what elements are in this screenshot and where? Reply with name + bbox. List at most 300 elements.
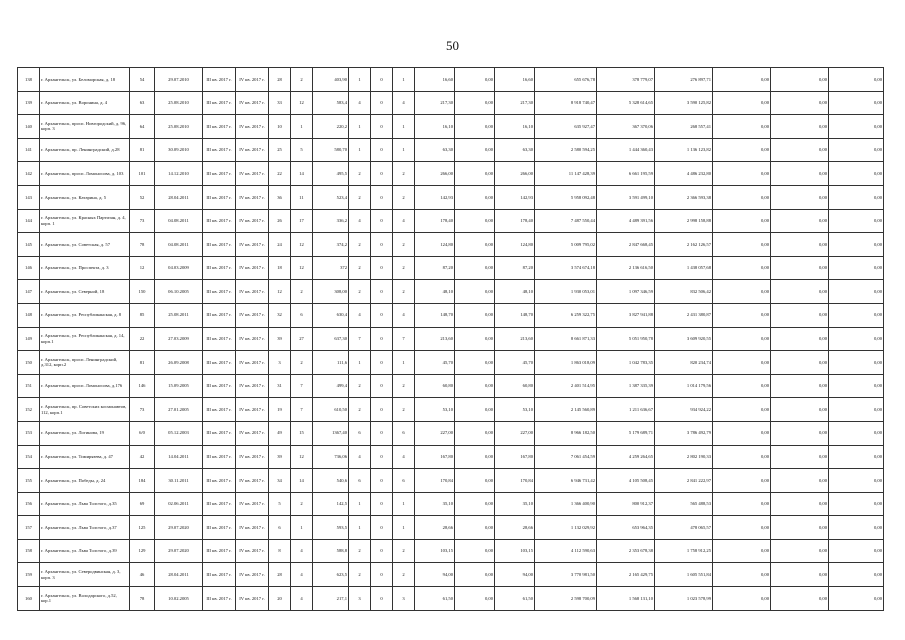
resettled-total-cell: 2 — [349, 374, 371, 398]
address-cell: г. Архангельск, ул. Республиканская, д. 14, корп.1 — [40, 327, 130, 351]
area-municipal-cell: 16,10 — [495, 115, 535, 139]
deadline-quarter-cell: IV кв. 2017 г. — [236, 421, 269, 445]
fund-share-cell: 6 661 195,59 — [597, 162, 655, 186]
apartments-count-cell: 15 — [291, 421, 313, 445]
address-cell: г. Архангельск, ул. Северодвинская, д. 3, корп. 3 — [40, 563, 130, 587]
row-number-cell: 152 — [18, 398, 40, 422]
apartments-count-cell: 2 — [291, 280, 313, 304]
fund-share-cell: 800 912,37 — [597, 492, 655, 516]
area-municipal-cell: 178,40 — [495, 209, 535, 233]
resettled-total-cell: 2 — [349, 280, 371, 304]
extra-source-3-cell: 0,00 — [829, 138, 884, 162]
row-number-cell: 148 — [18, 303, 40, 327]
resettled-private-cell: 0 — [371, 469, 393, 493]
decision-date-cell: 14.12.2010 — [155, 162, 203, 186]
decision-date-cell: 27.03.2009 — [155, 327, 203, 351]
apartments-count-cell: 7 — [291, 398, 313, 422]
planned-quarter-cell: III кв. 2017 г. — [203, 68, 236, 92]
resettled-private-cell: 0 — [371, 421, 393, 445]
budget-share-cell: 3 786 492,79 — [655, 421, 713, 445]
extra-source-3-cell: 0,00 — [829, 233, 884, 257]
fund-share-cell: 1 211 636,67 — [597, 398, 655, 422]
planned-quarter-cell: III кв. 2017 г. — [203, 374, 236, 398]
area-municipal-cell: 61,50 — [495, 587, 535, 611]
area-private-cell: 0,00 — [455, 539, 495, 563]
extra-source-cell: 0,00 — [713, 469, 771, 493]
decision-number-cell: 12 — [130, 256, 155, 280]
table-row — [18, 280, 884, 304]
deadline-quarter-cell: IV кв. 2017 г. — [236, 138, 269, 162]
resettled-total-cell: 1 — [349, 492, 371, 516]
table-row — [18, 516, 884, 540]
area-municipal-cell: 124,80 — [495, 233, 535, 257]
budget-share-cell: 268 557,41 — [655, 115, 713, 139]
deadline-quarter-cell: IV кв. 2017 г. — [236, 280, 269, 304]
extra-source-cell: 0,00 — [713, 138, 771, 162]
budget-share-cell: 1 758 912,25 — [655, 539, 713, 563]
fund-share-cell: 378 779,07 — [597, 68, 655, 92]
address-cell: г. Архангельск, ул. Воронина, д. 4 — [40, 91, 130, 115]
deadline-quarter-cell: IV кв. 2017 г. — [236, 91, 269, 115]
row-number-cell: 153 — [18, 421, 40, 445]
fund-share-cell: 1 097 346,59 — [597, 280, 655, 304]
area-private-cell: 0,00 — [455, 445, 495, 469]
residents-cell: 18 — [269, 256, 291, 280]
resettled-total-cell: 2 — [349, 563, 371, 587]
apartments-count-cell: 27 — [291, 327, 313, 351]
area-total-cell: 16,60 — [415, 68, 455, 92]
budget-share-cell: 2 841 222,97 — [655, 469, 713, 493]
table-row — [18, 327, 884, 351]
area-municipal-cell: 103,15 — [495, 539, 535, 563]
table-row — [18, 398, 884, 422]
fund-share-cell: 5 328 614,65 — [597, 91, 655, 115]
extra-source-cell: 0,00 — [713, 256, 771, 280]
area-total-cell: 35,10 — [415, 492, 455, 516]
resettled-private-cell: 0 — [371, 162, 393, 186]
deadline-quarter-cell: IV кв. 2017 г. — [236, 209, 269, 233]
table-row — [18, 539, 884, 563]
resettled-municipal-cell: 1 — [393, 516, 415, 540]
fund-share-cell: 2 847 668,45 — [597, 233, 655, 257]
decision-date-cell: 25.08.2010 — [155, 91, 203, 115]
address-cell: г. Архангельск, ул. Республиканская, д. 8 — [40, 303, 130, 327]
area-private-cell: 0,00 — [455, 162, 495, 186]
area-municipal-cell: 148,70 — [495, 303, 535, 327]
address-cell: г. Архангельск, ул. Володарского, д.52, кор.1 — [40, 587, 130, 611]
extra-source-3-cell: 0,00 — [829, 587, 884, 611]
table-row — [18, 587, 884, 611]
resettled-total-cell: 6 — [349, 469, 371, 493]
area-private-cell: 0,00 — [455, 256, 495, 280]
cost-total-cell: 2 580 594,25 — [535, 138, 597, 162]
deadline-quarter-cell: IV кв. 2017 г. — [236, 563, 269, 587]
fund-share-cell: 1 387 335,39 — [597, 374, 655, 398]
area-private-cell: 0,00 — [455, 398, 495, 422]
resettled-municipal-cell: 4 — [393, 303, 415, 327]
decision-number-cell: 146 — [130, 374, 155, 398]
extra-source-cell: 0,00 — [713, 91, 771, 115]
residents-cell: 31 — [269, 374, 291, 398]
decision-number-cell: 69 — [130, 492, 155, 516]
extra-source-cell: 0,00 — [713, 492, 771, 516]
extra-source-cell: 0,00 — [713, 280, 771, 304]
resettled-private-cell: 0 — [371, 351, 393, 375]
emergency-area-cell: 637,30 — [313, 327, 349, 351]
table-row — [18, 138, 884, 162]
extra-source-2-cell: 0,00 — [771, 91, 829, 115]
cost-total-cell: 635 927,47 — [535, 115, 597, 139]
row-number-cell: 158 — [18, 539, 40, 563]
deadline-quarter-cell: IV кв. 2017 г. — [236, 492, 269, 516]
area-private-cell: 0,00 — [455, 138, 495, 162]
extra-source-3-cell: 0,00 — [829, 209, 884, 233]
budget-share-cell: 3 609 920,55 — [655, 327, 713, 351]
area-municipal-cell: 45,70 — [495, 351, 535, 375]
residents-cell: 32 — [269, 303, 291, 327]
extra-source-3-cell: 0,00 — [829, 91, 884, 115]
emergency-area-cell: 403,90 — [313, 68, 349, 92]
resettled-municipal-cell: 4 — [393, 91, 415, 115]
resettled-total-cell: 2 — [349, 162, 371, 186]
extra-source-3-cell: 0,00 — [829, 303, 884, 327]
resettled-municipal-cell: 2 — [393, 233, 415, 257]
extra-source-cell: 0,00 — [713, 68, 771, 92]
table-row — [18, 115, 884, 139]
deadline-quarter-cell: IV кв. 2017 г. — [236, 185, 269, 209]
emergency-area-cell: 374,2 — [313, 233, 349, 257]
apartments-count-cell: 5 — [291, 138, 313, 162]
cost-total-cell: 6 259 322,75 — [535, 303, 597, 327]
resettled-private-cell: 0 — [371, 445, 393, 469]
extra-source-3-cell: 0,00 — [829, 280, 884, 304]
resettled-municipal-cell: 1 — [393, 115, 415, 139]
decision-number-cell: 63 — [130, 91, 155, 115]
resettled-total-cell: 2 — [349, 233, 371, 257]
resettled-total-cell: 1 — [349, 68, 371, 92]
decision-date-cell: 28.04.2011 — [155, 563, 203, 587]
area-private-cell: 0,00 — [455, 233, 495, 257]
resettled-total-cell: 2 — [349, 185, 371, 209]
residents-cell: 12 — [269, 280, 291, 304]
planned-quarter-cell: III кв. 2017 г. — [203, 138, 236, 162]
extra-source-3-cell: 0,00 — [829, 398, 884, 422]
planned-quarter-cell: III кв. 2017 г. — [203, 539, 236, 563]
decision-date-cell: 25.08.2011 — [155, 303, 203, 327]
area-municipal-cell: 266,00 — [495, 162, 535, 186]
extra-source-3-cell: 0,00 — [829, 445, 884, 469]
planned-quarter-cell: III кв. 2017 г. — [203, 398, 236, 422]
resettled-total-cell: 1 — [349, 351, 371, 375]
cost-total-cell: 3 574 674,18 — [535, 256, 597, 280]
area-total-cell: 266,00 — [415, 162, 455, 186]
extra-source-2-cell: 0,00 — [771, 115, 829, 139]
resettled-private-cell: 0 — [371, 516, 393, 540]
row-number-cell: 154 — [18, 445, 40, 469]
area-private-cell: 0,00 — [455, 563, 495, 587]
resettled-private-cell: 0 — [371, 68, 393, 92]
residents-cell: 49 — [269, 421, 291, 445]
resettled-private-cell: 0 — [371, 563, 393, 587]
area-total-cell: 103,15 — [415, 539, 455, 563]
deadline-quarter-cell: IV кв. 2017 г. — [236, 539, 269, 563]
decision-date-cell: 04.08.2011 — [155, 209, 203, 233]
resettled-total-cell: 1 — [349, 516, 371, 540]
residents-cell: 33 — [269, 91, 291, 115]
extra-source-2-cell: 0,00 — [771, 374, 829, 398]
decision-date-cell: 28.04.2011 — [155, 185, 203, 209]
resettled-private-cell: 0 — [371, 185, 393, 209]
fund-share-cell: 653 964,35 — [597, 516, 655, 540]
area-total-cell: 53,10 — [415, 398, 455, 422]
decision-date-cell: 14.04.2011 — [155, 445, 203, 469]
resettled-private-cell: 0 — [371, 398, 393, 422]
budget-share-cell: 565 488,53 — [655, 492, 713, 516]
apartments-count-cell: 4 — [291, 587, 313, 611]
emergency-area-cell: 336,2 — [313, 209, 349, 233]
row-number-cell: 139 — [18, 91, 40, 115]
area-total-cell: 217,30 — [415, 91, 455, 115]
extra-source-2-cell: 0,00 — [771, 233, 829, 257]
row-number-cell: 144 — [18, 209, 40, 233]
area-total-cell: 170,84 — [415, 469, 455, 493]
address-cell: г. Архангельск, ул. Льва Толстого, д.39 — [40, 539, 130, 563]
residents-cell: 36 — [269, 185, 291, 209]
extra-source-2-cell: 0,00 — [771, 327, 829, 351]
apartments-count-cell: 2 — [291, 68, 313, 92]
emergency-area-cell: 1367,40 — [313, 421, 349, 445]
extra-source-cell: 0,00 — [713, 233, 771, 257]
decision-number-cell: 64 — [130, 115, 155, 139]
apartments-count-cell: 17 — [291, 209, 313, 233]
table-row — [18, 162, 884, 186]
residents-cell: 24 — [269, 233, 291, 257]
decision-date-cell: 27.01.2005 — [155, 398, 203, 422]
resettled-total-cell: 2 — [349, 539, 371, 563]
apartments-count-cell: 7 — [291, 374, 313, 398]
table-row — [18, 185, 884, 209]
decision-date-cell: 06.10.2005 — [155, 280, 203, 304]
area-private-cell: 0,00 — [455, 303, 495, 327]
planned-quarter-cell: III кв. 2017 г. — [203, 587, 236, 611]
cost-total-cell: 11 147 428,39 — [535, 162, 597, 186]
resettled-private-cell: 0 — [371, 209, 393, 233]
resettled-municipal-cell: 4 — [393, 445, 415, 469]
cost-total-cell: 2 145 560,89 — [535, 398, 597, 422]
area-total-cell: 48,10 — [415, 280, 455, 304]
row-number-cell: 150 — [18, 351, 40, 375]
budget-share-cell: 820 234,74 — [655, 351, 713, 375]
area-private-cell: 0,00 — [455, 516, 495, 540]
fund-share-cell: 4 489 391,56 — [597, 209, 655, 233]
fund-share-cell: 1 568 131,10 — [597, 587, 655, 611]
extra-source-cell: 0,00 — [713, 209, 771, 233]
extra-source-cell: 0,00 — [713, 374, 771, 398]
resettled-total-cell: 1 — [349, 115, 371, 139]
cost-total-cell: 6 946 731,42 — [535, 469, 597, 493]
address-cell: г. Архангельск, ул. Северной, 18 — [40, 280, 130, 304]
budget-share-cell: 934 924,22 — [655, 398, 713, 422]
fund-share-cell: 367 370,06 — [597, 115, 655, 139]
decision-date-cell: 04.03.2009 — [155, 256, 203, 280]
deadline-quarter-cell: IV кв. 2017 г. — [236, 162, 269, 186]
emergency-area-cell: 588,8 — [313, 539, 349, 563]
area-private-cell: 0,00 — [455, 351, 495, 375]
cost-total-cell: 8 661 871,33 — [535, 327, 597, 351]
address-cell: г. Архангельск, ул. Тимирязева, д. 47 — [40, 445, 130, 469]
budget-share-cell: 2 802 190,33 — [655, 445, 713, 469]
decision-date-cell: 30.09.2010 — [155, 138, 203, 162]
area-private-cell: 0,00 — [455, 469, 495, 493]
deadline-quarter-cell: IV кв. 2017 г. — [236, 351, 269, 375]
extra-source-cell: 0,00 — [713, 516, 771, 540]
decision-date-cell: 30.11.2011 — [155, 469, 203, 493]
decision-date-cell: 26.09.2008 — [155, 351, 203, 375]
budget-share-cell: 478 065,57 — [655, 516, 713, 540]
decision-date-cell: 05.12.2003 — [155, 421, 203, 445]
residents-cell: 3 — [269, 351, 291, 375]
area-municipal-cell: 213,60 — [495, 327, 535, 351]
fund-share-cell: 3 827 941,88 — [597, 303, 655, 327]
address-cell: г. Архангельск, просп. Ломоносова, д. 103 — [40, 162, 130, 186]
budget-share-cell: 1 014 179,56 — [655, 374, 713, 398]
cost-total-cell: 7 061 454,59 — [535, 445, 597, 469]
resettled-municipal-cell: 1 — [393, 138, 415, 162]
cost-total-cell: 4 112 590,63 — [535, 539, 597, 563]
extra-source-3-cell: 0,00 — [829, 185, 884, 209]
resettled-municipal-cell: 2 — [393, 563, 415, 587]
decision-number-cell: 78 — [130, 587, 155, 611]
table-row — [18, 374, 884, 398]
deadline-quarter-cell: IV кв. 2017 г. — [236, 256, 269, 280]
resettled-private-cell: 0 — [371, 115, 393, 139]
address-cell: г. Архангельск, ул. Победы, д. 24 — [40, 469, 130, 493]
extra-source-3-cell: 0,00 — [829, 162, 884, 186]
address-cell: г. Архангельск, ул. Проспекта, д. 3 — [40, 256, 130, 280]
resettled-municipal-cell: 6 — [393, 421, 415, 445]
resettled-private-cell: 0 — [371, 492, 393, 516]
extra-source-2-cell: 0,00 — [771, 138, 829, 162]
resettled-total-cell: 1 — [349, 138, 371, 162]
decision-date-cell: 29.07.2010 — [155, 68, 203, 92]
address-cell: г. Архангельск, просп. Ленинградский, д.312, корп.2 — [40, 351, 130, 375]
area-total-cell: 148,70 — [415, 303, 455, 327]
emergency-area-cell: 610,50 — [313, 398, 349, 422]
planned-quarter-cell: III кв. 2017 г. — [203, 162, 236, 186]
area-total-cell: 94,00 — [415, 563, 455, 587]
table-row — [18, 303, 884, 327]
decision-number-cell: 22 — [130, 327, 155, 351]
cost-total-cell: 1 366 400,90 — [535, 492, 597, 516]
resettled-municipal-cell: 2 — [393, 539, 415, 563]
budget-share-cell: 1 438 057,68 — [655, 256, 713, 280]
extra-source-3-cell: 0,00 — [829, 327, 884, 351]
deadline-quarter-cell: IV кв. 2017 г. — [236, 587, 269, 611]
deadline-quarter-cell: IV кв. 2017 г. — [236, 516, 269, 540]
fund-share-cell: 2 136 616,50 — [597, 256, 655, 280]
extra-source-2-cell: 0,00 — [771, 445, 829, 469]
resettled-private-cell: 0 — [371, 374, 393, 398]
deadline-quarter-cell: IV кв. 2017 г. — [236, 469, 269, 493]
cost-total-cell: 2 598 700,09 — [535, 587, 597, 611]
emergency-area-cell: 540,6 — [313, 469, 349, 493]
cost-total-cell: 8 966 182,50 — [535, 421, 597, 445]
residents-cell: 39 — [269, 327, 291, 351]
table-row — [18, 209, 884, 233]
emergency-area-cell: 372 — [313, 256, 349, 280]
apartments-count-cell: 12 — [291, 256, 313, 280]
resettled-municipal-cell: 1 — [393, 351, 415, 375]
resettled-total-cell: 4 — [349, 209, 371, 233]
residents-cell: 26 — [269, 209, 291, 233]
extra-source-3-cell: 0,00 — [829, 469, 884, 493]
deadline-quarter-cell: IV кв. 2017 г. — [236, 303, 269, 327]
extra-source-cell: 0,00 — [713, 303, 771, 327]
area-total-cell: 167,80 — [415, 445, 455, 469]
area-private-cell: 0,00 — [455, 209, 495, 233]
resettled-municipal-cell: 2 — [393, 374, 415, 398]
area-total-cell: 178,40 — [415, 209, 455, 233]
emergency-area-cell: 736,06 — [313, 445, 349, 469]
extra-source-cell: 0,00 — [713, 445, 771, 469]
area-municipal-cell: 63,30 — [495, 138, 535, 162]
emergency-area-cell: 217,1 — [313, 587, 349, 611]
planned-quarter-cell: III кв. 2017 г. — [203, 303, 236, 327]
fund-share-cell: 5 051 950,78 — [597, 327, 655, 351]
resettled-total-cell: 2 — [349, 398, 371, 422]
extra-source-cell: 0,00 — [713, 539, 771, 563]
housing-program-table — [17, 67, 884, 611]
extra-source-3-cell: 0,00 — [829, 421, 884, 445]
fund-share-cell: 2 353 678,38 — [597, 539, 655, 563]
area-private-cell: 0,00 — [455, 91, 495, 115]
extra-source-cell: 0,00 — [713, 587, 771, 611]
budget-share-cell: 2 431 380,87 — [655, 303, 713, 327]
resettled-total-cell: 7 — [349, 327, 371, 351]
table-row — [18, 445, 884, 469]
table-row — [18, 469, 884, 493]
apartments-count-cell: 14 — [291, 469, 313, 493]
residents-cell: 10 — [269, 115, 291, 139]
resettled-municipal-cell: 7 — [393, 327, 415, 351]
area-municipal-cell: 35,10 — [495, 492, 535, 516]
area-total-cell: 28,66 — [415, 516, 455, 540]
apartments-count-cell: 4 — [291, 539, 313, 563]
planned-quarter-cell: III кв. 2017 г. — [203, 421, 236, 445]
extra-source-3-cell: 0,00 — [829, 115, 884, 139]
deadline-quarter-cell: IV кв. 2017 г. — [236, 327, 269, 351]
residents-cell: 8 — [269, 539, 291, 563]
area-municipal-cell: 94,00 — [495, 563, 535, 587]
decision-date-cell: 15.09.2005 — [155, 374, 203, 398]
decision-date-cell: 04.08.2011 — [155, 233, 203, 257]
planned-quarter-cell: III кв. 2017 г. — [203, 563, 236, 587]
extra-source-cell: 0,00 — [713, 115, 771, 139]
decision-number-cell: 6/0 — [130, 421, 155, 445]
deadline-quarter-cell: IV кв. 2017 г. — [236, 398, 269, 422]
residents-cell: 6 — [269, 516, 291, 540]
area-private-cell: 0,00 — [455, 185, 495, 209]
resettled-municipal-cell: 2 — [393, 398, 415, 422]
table-row — [18, 256, 884, 280]
budget-share-cell: 1 605 551,84 — [655, 563, 713, 587]
address-cell: г. Архангельск, пр. Ленинградский, д.28 — [40, 138, 130, 162]
table-row — [18, 563, 884, 587]
decision-number-cell: 78 — [130, 233, 155, 257]
fund-share-cell: 1 444 360,43 — [597, 138, 655, 162]
address-cell: г. Архангельск, ул. Льва Толстого, д.35 — [40, 492, 130, 516]
emergency-area-cell: 142,5 — [313, 492, 349, 516]
